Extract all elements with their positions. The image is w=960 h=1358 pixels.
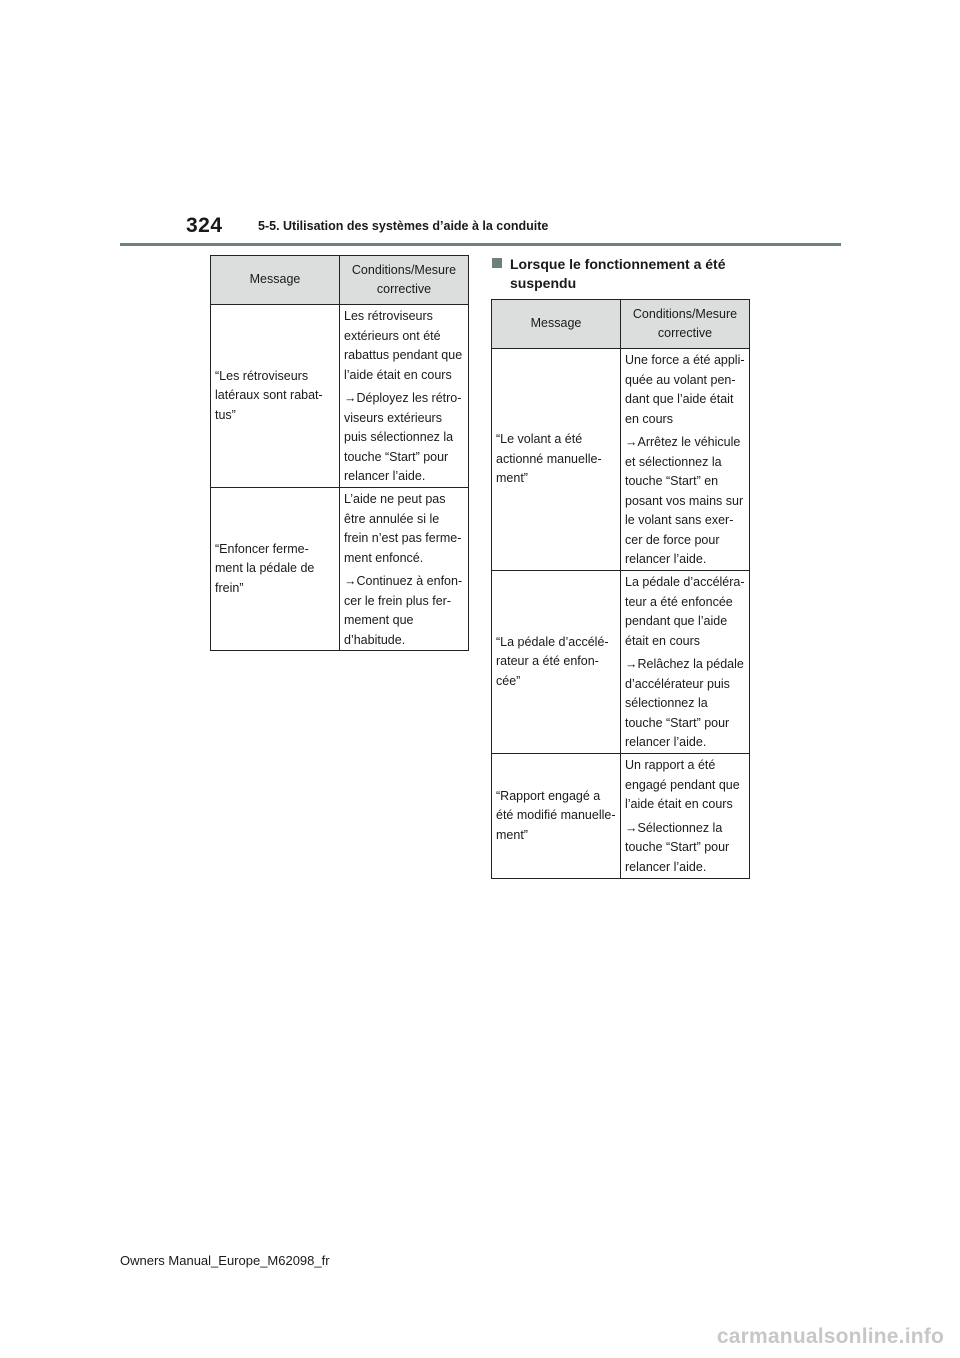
table-header-row (492, 300, 750, 349)
condition-text: L’aide ne peut pas être annulée si le frein n’est pas ferme-ment enfoncé. (344, 492, 462, 565)
condition-cell (340, 488, 469, 651)
table-header-row (211, 256, 469, 305)
subheading (492, 255, 725, 293)
condition-cell (621, 754, 750, 879)
table-row (492, 349, 750, 571)
column-header-message: Message (492, 300, 621, 349)
messages-table-left (210, 255, 469, 651)
condition-cell (621, 571, 750, 754)
column-header-message: Message (211, 256, 340, 305)
column-header-conditions: Conditions/Mesure corrective (621, 300, 750, 349)
condition-cell (340, 305, 469, 488)
condition-text: Les rétroviseurs extérieurs ont été rabattus pendant que l’aide était en cours (344, 309, 463, 382)
message-cell: “La pédale d’accélé-rateur a été enfon-cée” (492, 571, 621, 754)
section-title: 5-5. Utilisation des systèmes d’aide à la conduite (258, 219, 549, 233)
table-row (211, 488, 469, 651)
subheading-line2: suspendu (510, 275, 577, 291)
message-cell: “Enfoncer ferme-ment la pédale de frein” (211, 488, 340, 651)
table-row (211, 305, 469, 488)
page-number: 324 (186, 214, 223, 237)
action-text: →Déployez les rétro-viseurs extérieurs puis sélectionnez la touche “Start” pour relancer l’aide. (344, 391, 462, 483)
square-bullet-icon (492, 258, 502, 268)
message-cell: “Le volant a été actionné manuelle-ment” (492, 349, 621, 571)
column-header-conditions: Conditions/Mesure corrective (340, 256, 469, 305)
table-row (492, 754, 750, 879)
header-divider (120, 243, 841, 246)
message-cell: “Rapport engagé a été modifié manuelle-ment” (492, 754, 621, 879)
subheading-line1: Lorsque le fonctionnement a été (510, 256, 726, 272)
messages-table-right (491, 299, 750, 879)
action-text: →Relâchez la pédale d’accélérateur puis sélectionnez la touche “Start” pour relancer l’aide. (625, 657, 744, 749)
action-text: →Continuez à enfon-cer le frein plus fer-mement que d’habitude. (344, 574, 463, 647)
condition-text: Une force a été appli-quée au volant pen-dant que l’aide était en cours (625, 353, 745, 426)
action-text: →Arrêtez le véhicule et sélectionnez la touche “Start” en posant vos mains sur le volant sans exer-cer de force pour relancer l’aide. (625, 435, 744, 566)
condition-text: La pédale d’accéléra-teur a été enfoncée pendant que l’aide était en cours (625, 575, 745, 648)
table-row (492, 571, 750, 754)
condition-cell (621, 349, 750, 571)
condition-text: Un rapport a été engagé pendant que l’aide était en cours (625, 758, 740, 811)
footer-document-id: Owners Manual_Europe_M62098_fr (120, 1253, 330, 1268)
message-cell: “Les rétroviseurs latéraux sont rabat-tus” (211, 305, 340, 488)
watermark: carmanualsonline.info (716, 1325, 944, 1348)
action-text: →Sélectionnez la touche “Start” pour relancer l’aide. (625, 820, 730, 874)
